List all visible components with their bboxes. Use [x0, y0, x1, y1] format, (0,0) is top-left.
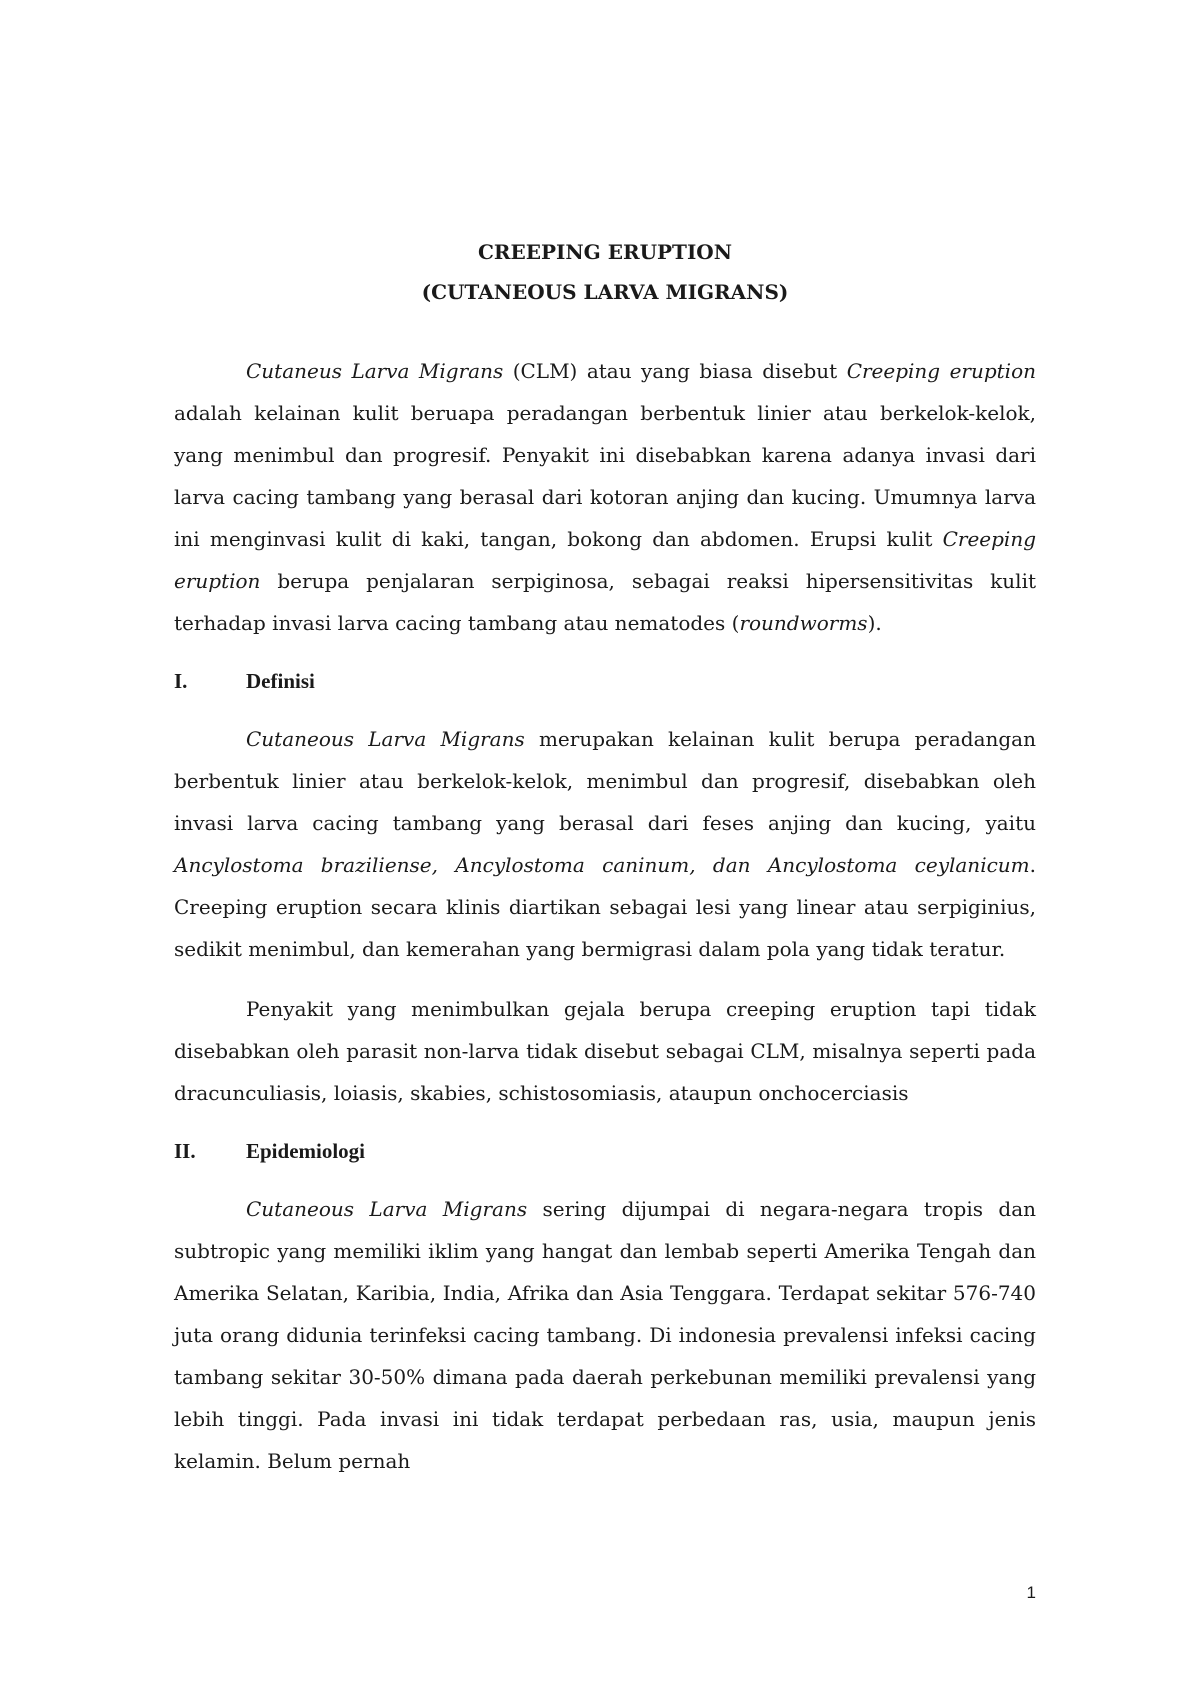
text-run: sering dijumpai di negara-negara tropis dan subtropic yang memiliki iklim yang hangat dan lembab seperti Amerika Tengah dan Amerika Selatan, Karibia, India, Afrika dan Asia Tenggara. Terdapat sekitar 576-740 juta orang didunia terinfeksi cacing tambang. Di indonesia prevalensi infeksi cacing tambang sekitar 30-50% dimana pada daerah perkebunan memiliki prevalensi yang lebih tinggi. Pada invasi ini tidak terdapat perbedaan ras, usia, maupun jenis kelamin. Belum pernah — [174, 1197, 1037, 1473]
term-clm: Cutaneus Larva Migrans — [246, 359, 504, 383]
text-run: ). — [867, 611, 882, 635]
text-run: (CLM) atau yang biasa disebut — [503, 359, 847, 383]
term-creeping-eruption: Creeping eruption — [174, 527, 1036, 593]
text-run: adalah kelainan kulit beruapa peradangan berbentuk linier atau berkelok-kelok, yang menimbul dan progresif. Penyakit ini disebabkan karena adanya invasi dari larva cacing tambang yang berasal dari kotoran anjing dan kucing. Umumnya larva ini menginvasi kulit di kaki, tangan, bokong dan abdomen. Erupsi kulit — [174, 401, 1036, 551]
intro-paragraph — [174, 350, 1036, 644]
term-clm: Cutaneous Larva Migrans — [246, 1197, 528, 1221]
section-heading-definisi — [174, 660, 1036, 702]
term-roundworms: roundworms — [739, 611, 868, 635]
definisi-paragraph-2: Penyakit yang menimbulkan gejala berupa creeping eruption tapi tidak disebabkan oleh parasit non-larva tidak disebut sebagai CLM, misalnya seperti pada dracunculiasis, loiasis, skabies, schistosomiasis, ataupun onchocerciasis — [174, 997, 1036, 1105]
term-clm: Cutaneous Larva Migrans — [246, 727, 525, 751]
section-number: I. — [174, 669, 188, 693]
section-number: II. — [174, 1139, 196, 1163]
document-title-line1: CREEPING ERUPTION — [477, 240, 733, 264]
definisi-paragraph-1 — [174, 718, 1036, 970]
section-title: Epidemiologi — [246, 1139, 366, 1163]
text-run: berupa penjalaran serpiginosa, sebagai reaksi hipersensitivitas kulit terhadap invasi larva cacing tambang atau nematodes ( — [174, 569, 1036, 635]
text-run: merupakan kelainan kulit berupa peradangan berbentuk linier atau berkelok-kelok, menimbul dan progresif, disebabkan oleh invasi larva cacing tambang yang berasal dari feses anjing dan kucing, yaitu — [174, 727, 1036, 835]
term-creeping-eruption: Creeping eruption — [846, 359, 1037, 383]
document-title-line2: (CUTANEOUS LARVA MIGRANS) — [421, 280, 789, 304]
epidemiologi-paragraph-1 — [174, 1188, 1036, 1482]
page-content — [174, 232, 1036, 1482]
section-heading-epidemiologi — [174, 1130, 1036, 1172]
page-number: 1 — [1026, 1583, 1036, 1602]
text-run: . Creeping eruption secara klinis diartikan sebagai lesi yang linear atau serpiginius, sedikit menimbul, dan kemerahan yang bermigrasi dalam pola yang tidak teratur. — [174, 853, 1036, 961]
term-ancylostoma-species: Ancylostoma braziliense, Ancylostoma caninum, dan Ancylostoma ceylanicum — [174, 853, 1030, 877]
section-title: Definisi — [246, 669, 315, 693]
